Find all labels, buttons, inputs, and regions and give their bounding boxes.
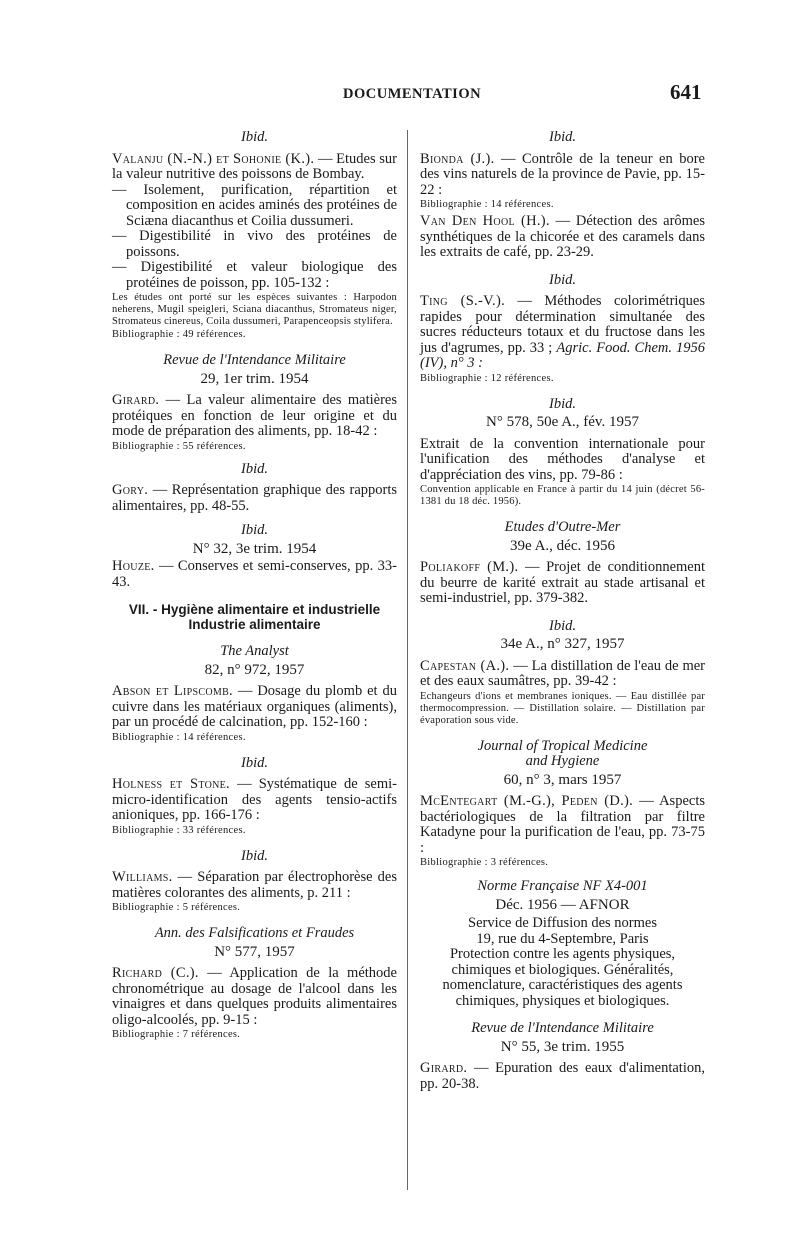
entry-richard	[112, 926, 397, 1041]
bibliography: Bibliographie : 33 références.	[112, 824, 246, 836]
entry-note: Les études ont porté sur les espèces suivantes : Harpodon neherens, Mugil speigleri, Sciana diacanthus, Stromateus niger, Stromateus cinereus, Coila dussumeri, Parapenceopsis stylifera.	[112, 292, 397, 327]
entry-text: Protection contre les agents physiques, chimiques et biologiques. Généralités, nomenclature, caractéristiques des agents chimiques, physiques et biologiques.	[442, 946, 683, 1009]
source-title: Ibid.	[549, 617, 576, 634]
issue-line: 39e A., déc. 1956	[510, 537, 615, 554]
bibliography: Bibliographie : 12 références.	[420, 372, 554, 384]
right-column	[420, 120, 705, 1092]
entry-girard-1954	[112, 353, 397, 453]
author: Holness et Stone.	[112, 776, 230, 792]
author: Poliakoff (M.).	[420, 559, 519, 575]
issue-line: 60, n° 3, mars 1957	[503, 771, 622, 788]
sub-item: — Digestibilité et valeur biologique des protéines de poisson, pp. 105-132 :	[112, 259, 397, 291]
entry-capestan	[420, 619, 705, 727]
issue-line: N° 578, 50e A., fév. 1957	[486, 414, 639, 430]
address-line: 19, rue du 4-Septembre, Paris	[476, 930, 649, 947]
entry-text: — Aspects bactériologiques de la filtration par filtre Katadyne pour la purification de l'eau, pp. 73-75 :	[420, 793, 705, 856]
author: Gory.	[112, 482, 149, 498]
author: Bionda (J.).	[420, 150, 495, 167]
sub-item: — Isolement, purification, répartition et composition en acides aminés des protéines de Sciæna diacanthus et Coilia dussumeri.	[112, 181, 397, 229]
entry-bionda	[420, 130, 705, 211]
entry-text: — La valeur alimentaire des matières protéiques en fonction de leur origine et du mode de préparation des aliments, pp. 18-42 :	[112, 392, 398, 439]
entry-note: Convention applicable en France à partir du 14 juin (décret 56-1381 du 18 déc. 1956).	[420, 484, 705, 507]
entry-text: — Détection des arômes synthétiques de la chicorée et des caramels dans les extraits de café, pp. 23-29.	[420, 213, 705, 260]
author: Williams.	[112, 869, 173, 885]
bibliography: Bibliographie : 5 références.	[112, 902, 241, 913]
issue-line: 29, 1er trim. 1954	[200, 370, 309, 387]
bibliography: Bibliographie : 14 références.	[112, 731, 246, 743]
entry-text: — Dosage du plomb et du cuivre dans les matériaux organiques (aliments), par un procédé de calcination, pp. 152-160 :	[112, 683, 397, 730]
sub-item: — Digestibilité in vivo des protéines de poissons.	[112, 228, 397, 260]
entry-text: — Représentation graphique des rapports alimentaires, pp. 48-55.	[112, 482, 398, 514]
section-heading: VII. - Hygiène alimentaire et industrielle Industrie alimentaire	[128, 602, 381, 632]
source-title: Ibid.	[549, 129, 576, 145]
issue-line: 34e A., n° 327, 1957	[500, 636, 625, 652]
entry-text: — Projet de conditionnement du beurre de karité extrait au stade artisanal et semi-industriel, pp. 379-382.	[420, 559, 706, 606]
journal-ref: Agric. Food. Chem. 1956 (IV), n° 3 :	[420, 339, 706, 371]
author: Houze.	[112, 558, 155, 574]
entry-text: — La distillation de l'eau de mer et des eaux saumâtres, pp. 39-42 :	[420, 657, 706, 689]
entry-poliakoff	[420, 520, 705, 607]
page-header	[0, 80, 800, 110]
source-title: Ibid.	[549, 395, 576, 412]
author: Capestan (A.).	[420, 657, 510, 674]
entry-note: Echangeurs d'ions et membranes ioniques. — Eau distillée par thermocompression. — Distillation solaire. — Distillation par évaporation sous vide.	[420, 690, 705, 726]
source-title: Ibid.	[241, 522, 268, 538]
entry-text: — Etudes sur la valeur nutritive des poissons de Bombay.	[112, 150, 398, 182]
author: Valanju (N.-N.) et Sohonie (K.).	[112, 150, 315, 167]
page-number: 641	[670, 80, 702, 104]
entry-girard-1955	[420, 1021, 705, 1092]
column-divider	[407, 130, 408, 1190]
issue-line: N° 55, 3e trim. 1955	[500, 1038, 625, 1055]
left-column	[112, 120, 397, 1041]
entry-houze	[112, 523, 397, 590]
entry-norme	[420, 879, 705, 1009]
source-title: Etudes d'Outre-Mer	[504, 519, 621, 535]
bibliography: Bibliographie : 14 références.	[420, 199, 554, 210]
source-title: Ibid.	[241, 847, 268, 864]
issue-line: Déc. 1956 — AFNOR	[495, 896, 630, 913]
bibliography: Bibliographie : 3 références.	[420, 857, 549, 868]
entry-text: — Epuration des eaux d'alimentation, pp. 20-38.	[420, 1060, 705, 1092]
publisher-line: Service de Diffusion des normes	[468, 915, 657, 931]
entry-text: — Systématique de semi-micro-identification des agents tensio-actifs anioniques, pp. 166-176 :	[112, 776, 397, 823]
entry-williams	[112, 849, 397, 915]
entry-text: — Application de la méthode chronométrique au dosage de l'alcool dans les vinaigres et dans quelques produits alimentaires oligo-alcoolés, pp. 9-15 :	[112, 965, 397, 1028]
entry-valanju	[112, 130, 397, 341]
source-title: Ibid.	[241, 460, 268, 477]
source-title: Ann. des Falsifications et Fraudes	[154, 925, 355, 941]
entry-text: — Séparation par électrophorèse des matières colorantes des aliments, p. 211 :	[112, 869, 397, 901]
author: Abson et Lipscomb.	[112, 683, 233, 699]
source-title: Ibid.	[549, 271, 576, 288]
bibliography: Bibliographie : 49 références.	[112, 329, 246, 340]
source-title: The Analyst	[220, 643, 289, 659]
entry-convention	[420, 397, 705, 509]
issue-line: N° 32, 3e trim. 1954	[192, 540, 317, 557]
source-title: Ibid.	[241, 754, 268, 771]
author: McEntegart (M.-G.), Peden (D.).	[420, 793, 634, 809]
issue-line: N° 577, 1957	[214, 943, 295, 960]
bibliography: Bibliographie : 7 références.	[112, 1029, 241, 1040]
author: Girard.	[112, 392, 160, 408]
author: Ting (S.-V.).	[420, 293, 505, 309]
entry-van-den-hool	[420, 214, 705, 261]
author: Richard (C.).	[112, 965, 199, 981]
issue-line: 82, n° 972, 1957	[204, 661, 305, 678]
bibliography: Bibliographie : 55 références.	[112, 440, 246, 452]
entry-gory	[112, 462, 397, 515]
entry-text: Extrait de la convention internationale pour l'unification des méthodes d'analyse et d'appréciation des vins, pp. 79-86 :	[420, 435, 705, 483]
entry-mcentegart	[420, 739, 705, 870]
entry-text: — Méthodes colorimétriques rapides pour détermination simultanée des sucres réducteurs totaux et du fructose dans les jus d'agrumes, pp. 33 ;	[420, 293, 705, 356]
entry-text: — Conserves et semi-conserves, pp. 33-43.	[112, 558, 397, 590]
entry-text: — Contrôle de la teneur en bore des vins naturels de la province de Pavie, pp. 15-22 :	[420, 150, 705, 198]
source-title: Norme Française NF X4-001	[477, 878, 648, 894]
entry-ting	[420, 273, 705, 385]
author: Girard.	[420, 1060, 468, 1076]
source-title: Journal of Tropical Medicine and Hygiene	[477, 737, 648, 769]
running-title: DOCUMENTATION	[343, 86, 482, 102]
entry-holness	[112, 756, 397, 837]
source-title: Revue de l'Intendance Militaire	[163, 352, 346, 368]
author: Van Den Hool (H.).	[420, 213, 550, 229]
source-title: Revue de l'Intendance Militaire	[471, 1020, 654, 1036]
entry-abson	[112, 644, 397, 744]
source-title: Ibid.	[241, 129, 268, 145]
